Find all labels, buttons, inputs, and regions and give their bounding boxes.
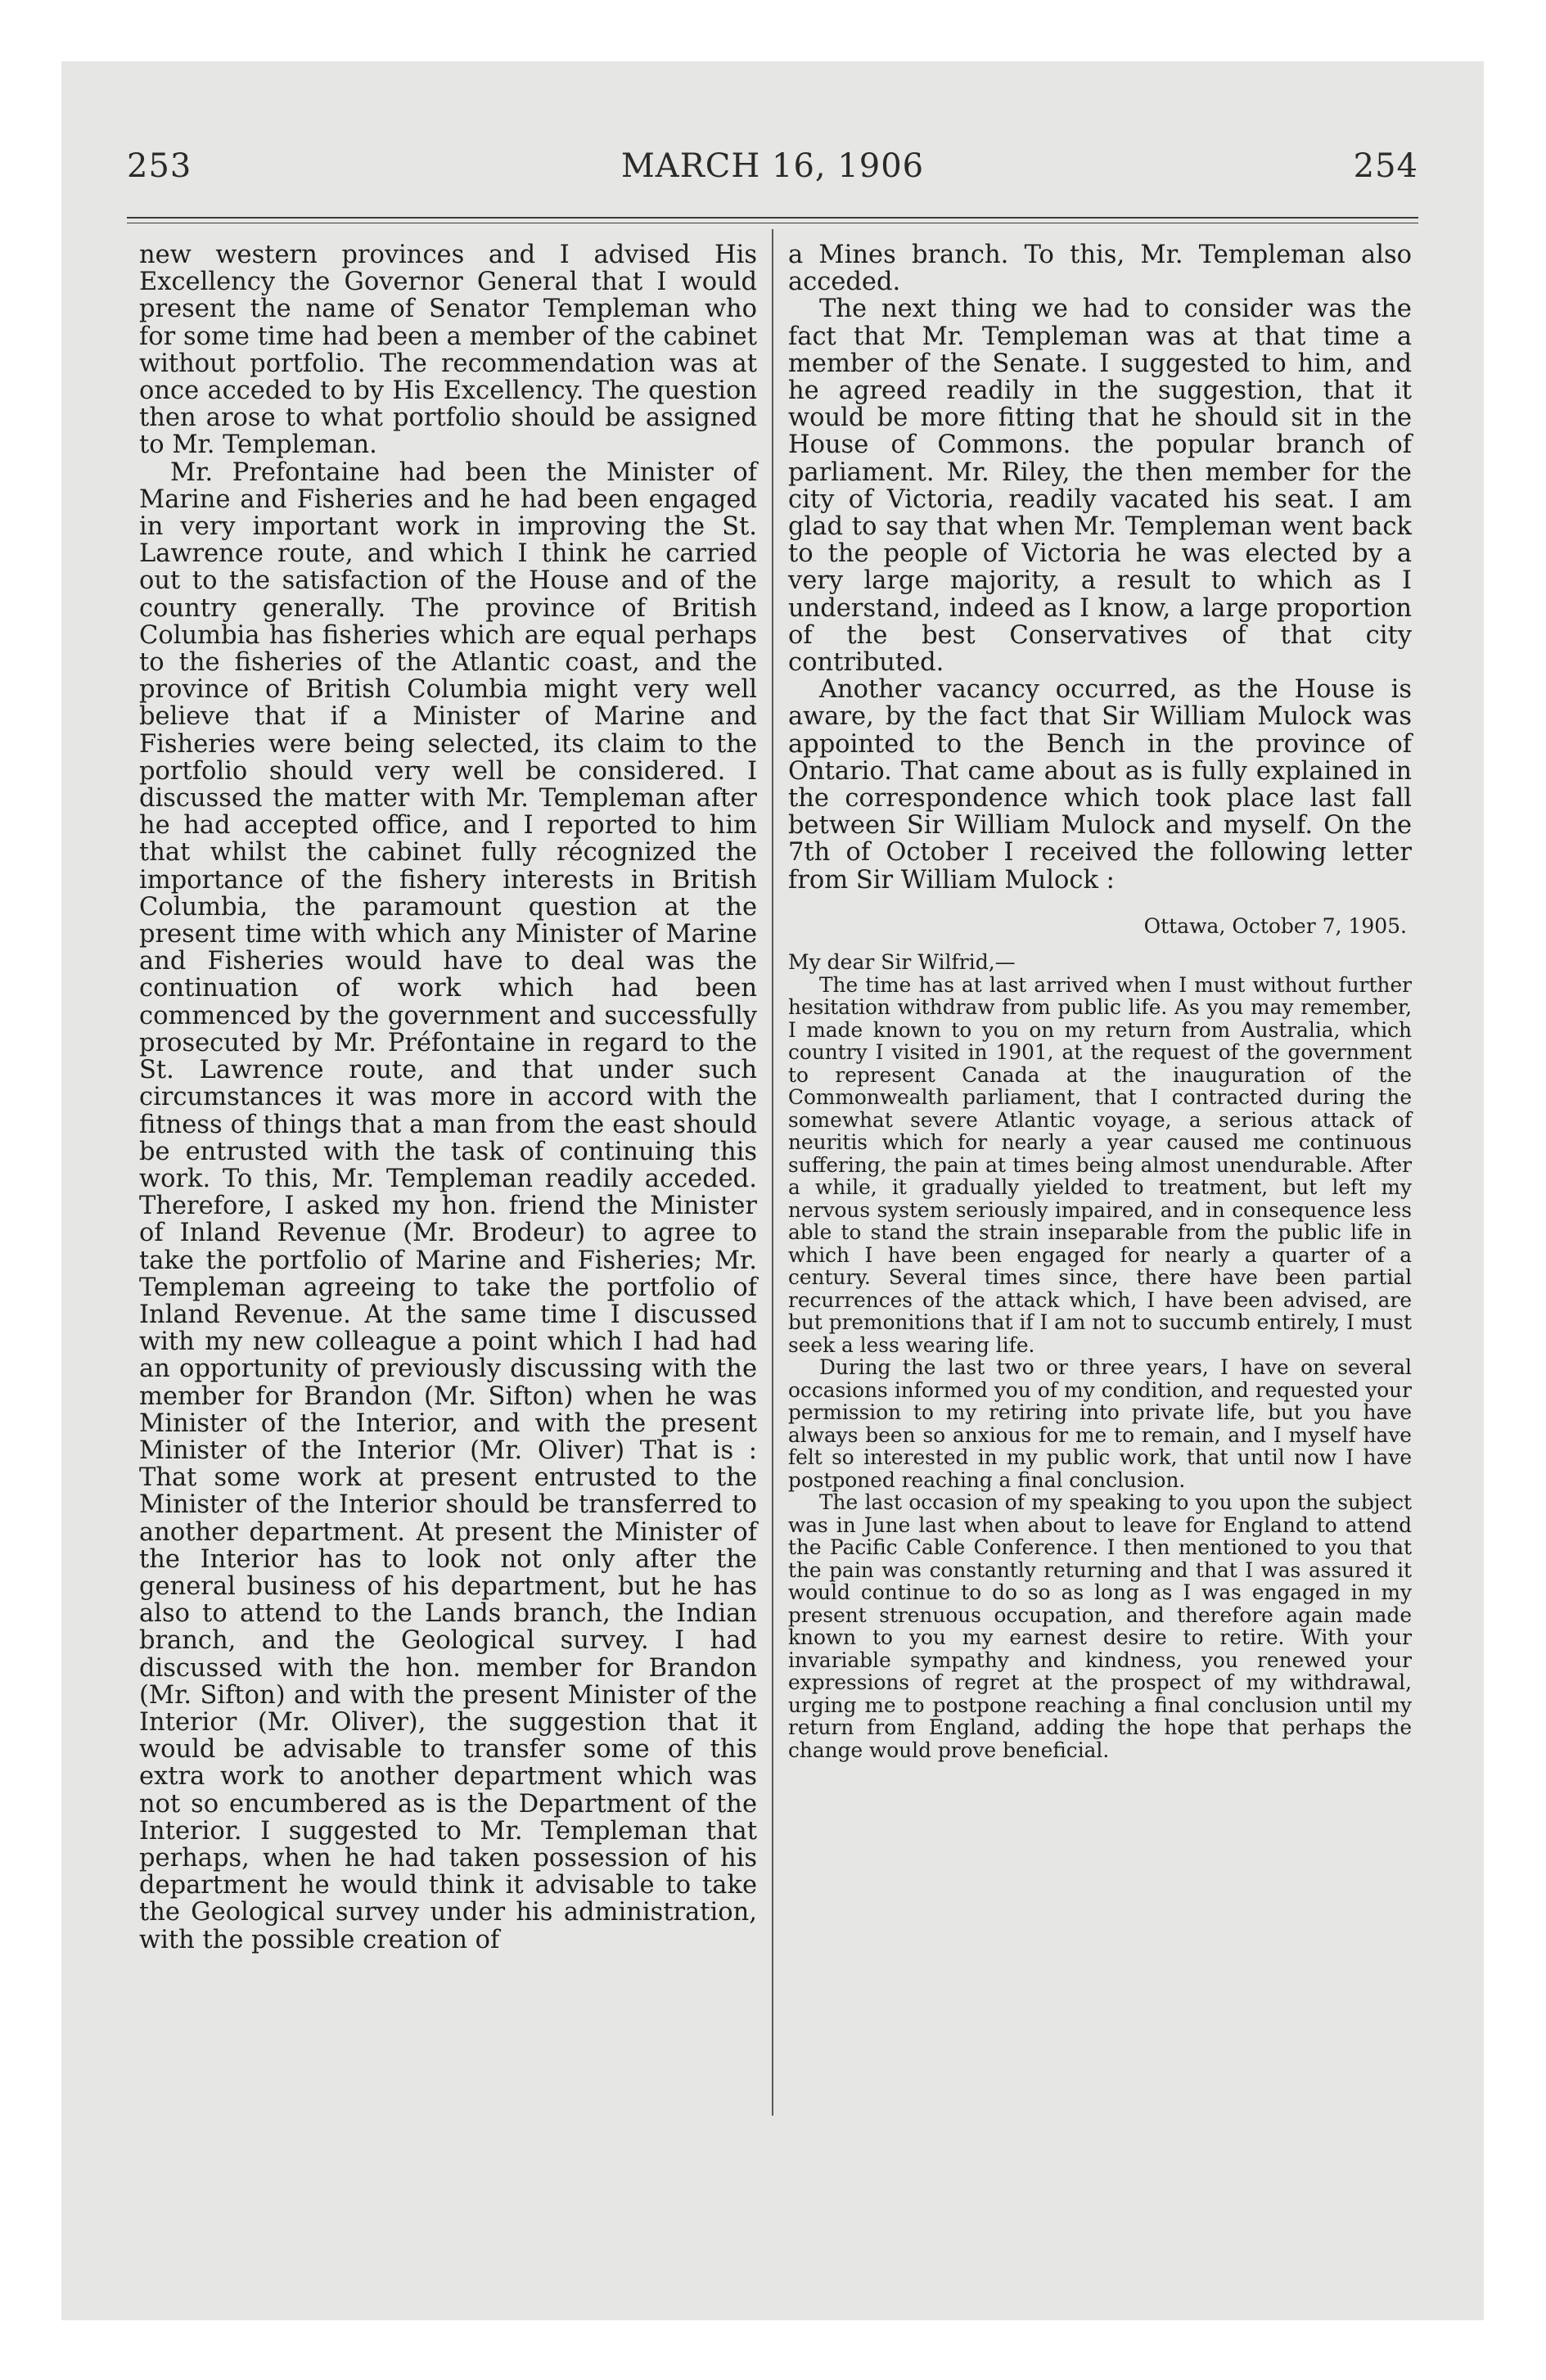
column-divider	[772, 229, 773, 2116]
right-column	[788, 241, 1412, 1761]
letter-paragraph: The last occasion of my speaking to you upon the subject was in June last when about to leave for England to attend the Pacific Cable Conference. I then mentioned to you that the pain was constantly returning and that I was assured it would continue to do so as long as I was engaged in my present strenuous occupation, and therefore again made known to you my earnest desire to retire. With your invariable sympathy and kindness, you renewed your expressions of regret at the prospect of my withdrawal, urging me to postpone reaching a final conclusion until my return from England, adding the hope that perhaps the change would prove beneficial.	[788, 1490, 1412, 1762]
page-header	[127, 147, 1418, 196]
letter-paragraph: The time has at last arrived when I must without further hesitation withdraw from public life. As you may remember, I made known to you on my return from Australia, which country I visited in 1901, at the request of the government to represent Canada at the inauguration of the Commonwealth parliament, that I contracted during the somewhat severe Atlantic voyage, a serious attack of neuritis which for nearly a year caused me continuous suffering, the pain at times being almost unendurable. After a while, it gradually yielded to treatment, but left my nervous system seriously impaired, and in consequence less able to stand the strain inseparable from the public life in which I have been engaged for nearly a quarter of a century. Several times since, there have been partial recurrences of the attack which, I have been advised, are but premonitions that if I am not to succumb entirely, I must seek a less wearing life.	[788, 972, 1412, 1357]
page-number-right: 254	[1353, 147, 1418, 185]
page-number-left: 253	[127, 147, 192, 185]
page-date-title: MARCH 16, 1906	[620, 147, 925, 185]
letter-paragraph: During the last two or three years, I have on several occasions informed you of my condition, and requested your permission to my retiring into private life, but you have always been so anxious for me to remain, and I myself have felt so interested in my public work, that until now I have postponed reaching a final conclusion.	[788, 1355, 1412, 1492]
page-sheet	[61, 61, 1484, 2320]
paragraph: The next thing we had to consider was the fact that Mr. Templeman was at that time a member of the Senate. I suggested to him, and he agreed readily in the suggestion, that it would be more fitting that he should sit in the House of Commons. the popular branch of parliament. Mr. Riley, the then member for the city of Victoria, readily vacated his seat. I am glad to say that when Mr. Templeman went back to the people of Victoria he was elected by a very large majority, a result to which as I understand, indeed as I know, a large proportion of the best Conservatives of that city contributed.	[788, 295, 1412, 678]
letter-salutation: My dear Sir Wilfrid,—	[788, 949, 1016, 974]
paragraph: new western provinces and I advised His Excellency the Governor General that I would present the name of Senator Templeman who for some time had been a member of the cabinet without portfolio. The recommendation was at once acceded to by His Excellency. The question then arose to what portfolio should be assigned to Mr. Templeman.	[139, 241, 757, 460]
header-rule-top	[127, 217, 1418, 219]
left-column	[139, 241, 757, 1954]
paragraph: Another vacancy occurred, as the House is aware, by the fact that Sir William Mulock was appointed to the Bench in the province of Ontario. That came about as is fully explained in the correspondence which took place last fall between Sir William Mulock and myself. On the 7th of October I received the following letter from Sir William Mulock :	[788, 675, 1412, 895]
paragraph: Mr. Prefontaine had been the Minister of Marine and Fisheries and he had been engaged in very important work in improving the St. Lawrence route, and which I think he carried out to the satisfaction of the House and of the country generally. The province of British Columbia has fisheries which are equal perhaps to the fisheries of the Atlantic coast, and the province of British Columbia might very well believe that if a Minister of Marine and Fisheries were being selected, its claim to the portfolio should very well be considered. I discussed the matter with Mr. Templeman after he had accepted office, and I reported to him that whilst the cabinet fully récognized the importance of the fishery interests in British Columbia, the paramount question at the present time with which any Minister of Marine and Fisheries would have to deal was the continuation of work which had been commenced by the government and successfully prosecuted by Mr. Préfontaine in regard to the St. Lawrence route, and that under such circumstances it was more in accord with the fitness of things that a man from the east should be entrusted with the task of continuing this work. To this, Mr. Templeman readily acceded. Therefore, I asked my hon. friend the Minister of Inland Revenue (Mr. Brodeur) to agree to take the portfolio of Marine and Fisheries; Mr. Templeman agreeing to take the portfolio of Inland Revenue. At the same time I discussed with my new colleague a point which I had had an opportunity of previously discussing with the member for Brandon (Mr. Sifton) when he was Minister of the Interior, and with the present Minister of the Interior (Mr. Oliver) That is : That some work at present entrusted to the Minister of the Interior should be transferred to another department. At present the Minister of the Interior has to look not only after the general business of his department, but he has also to attend to the Lands branch, the Indian branch, and the Geological survey. I had discussed with the hon. member for Brandon (Mr. Sifton) and with the present Minister of the Interior (Mr. Oliver), the suggestion that it would be advisable to transfer some of this extra work to another department which was not so encumbered as is the Department of the Interior. I suggested to Mr. Templeman that perhaps, when he had taken possession of his department he would think it advisable to take the Geological survey under his administration, with the possible creation of	[139, 458, 757, 1954]
paragraph: a Mines branch. To this, Mr. Templeman also acceded.	[788, 241, 1412, 297]
letter-dateline: Ottawa, October 7, 1905.	[1143, 913, 1407, 938]
